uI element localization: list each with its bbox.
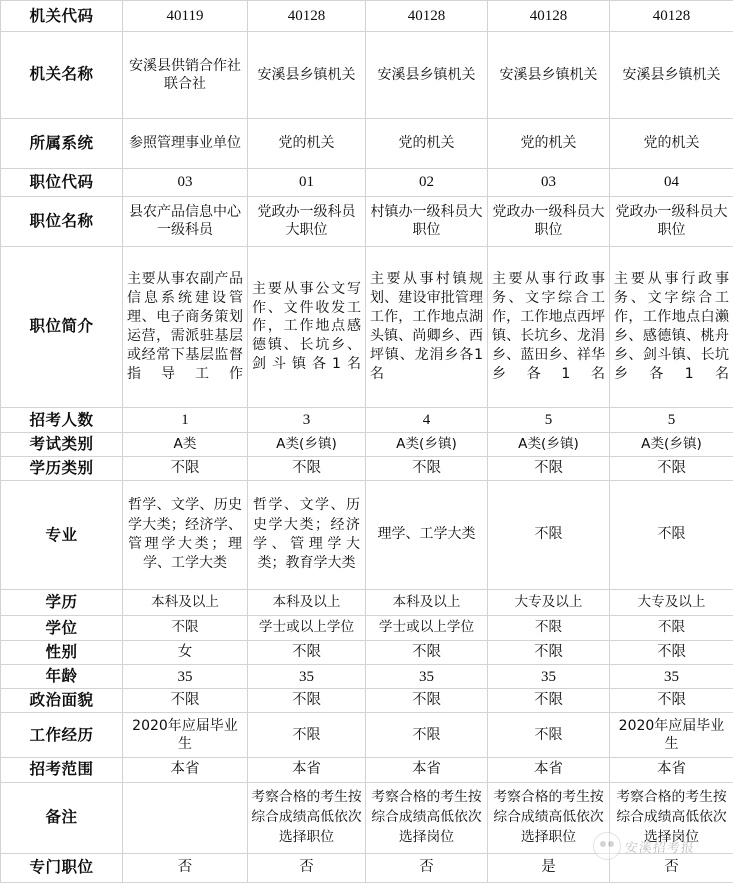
row-label-position-name: 职位名称 [1,196,123,246]
table-row-age [1,665,733,689]
cell-political-status-5: 不限 [610,689,733,713]
table-row-political-status [1,689,733,713]
row-label-gender: 性别 [1,641,123,665]
cell-position-name-1: 县农产品信息中心一级科员 [123,196,248,246]
table-row-headcount [1,408,733,433]
cell-education-1: 本科及以上 [123,590,248,616]
cell-age-2: 35 [248,665,366,689]
cell-degree-3: 学士或以上学位 [366,616,488,641]
cell-remarks-2: 考察合格的考生按综合成绩高低依次选择职位 [248,782,366,853]
row-label-agency-code: 机关代码 [1,1,123,32]
cell-political-status-4: 不限 [488,689,610,713]
row-label-major: 专业 [1,480,123,589]
table-row-education [1,590,733,616]
cell-position-code-5: 04 [610,168,733,196]
cell-exam-type-3: A类(乡镇) [366,433,488,457]
cell-position-name-3: 村镇办一级科员大职位 [366,196,488,246]
row-label-special-position: 专门职位 [1,853,123,882]
cell-position-desc-5: 主要从事行政事务、文字综合工作，工作地点白濑乡、感德镇、桃舟乡、剑斗镇、长坑乡各1名 [610,246,733,407]
cell-position-name-2: 党政办一级科员大职位 [248,196,366,246]
table-row-agency-code [1,1,733,32]
table-row-agency-name [1,32,733,118]
cell-position-desc-2: 主要从事公文写作、文件收发工作，工作地点感德镇、长坑乡、剑斗镇各1名 [248,246,366,407]
cell-remarks-4: 考察合格的考生按综合成绩高低依次选择职位 [488,782,610,853]
cell-system-5: 党的机关 [610,118,733,168]
table-row-education-type [1,457,733,481]
cell-position-desc-4: 主要从事行政事务、文字综合工作，工作地点西坪镇、长坑乡、龙涓乡、蓝田乡、祥华乡各1名 [488,246,610,407]
cell-gender-4: 不限 [488,641,610,665]
table-row-degree [1,616,733,641]
cell-education-type-3: 不限 [366,457,488,481]
cell-special-position-2: 否 [248,853,366,882]
cell-special-position-3: 否 [366,853,488,882]
cell-education-type-2: 不限 [248,457,366,481]
row-label-position-code: 职位代码 [1,168,123,196]
watermark-text: 安溪招考报 [624,840,696,856]
cell-age-3: 35 [366,665,488,689]
cell-major-5: 不限 [610,480,733,589]
cell-work-experience-5: 2020年应届毕业生 [610,713,733,758]
table-row-remarks [1,782,733,853]
cell-position-code-3: 02 [366,168,488,196]
cell-headcount-1: 1 [123,408,248,433]
cell-education-5: 大专及以上 [610,590,733,616]
cell-education-type-5: 不限 [610,457,733,481]
cell-remarks-1 [123,782,248,853]
row-label-work-experience: 工作经历 [1,713,123,758]
cell-position-code-1: 03 [123,168,248,196]
cell-system-4: 党的机关 [488,118,610,168]
row-label-education: 学历 [1,590,123,616]
cell-political-status-2: 不限 [248,689,366,713]
cell-education-4: 大专及以上 [488,590,610,616]
cell-exam-type-5: A类(乡镇) [610,433,733,457]
cell-position-code-2: 01 [248,168,366,196]
cell-agency-code-5: 40128 [610,1,733,32]
cell-political-status-1: 不限 [123,689,248,713]
cell-education-type-4: 不限 [488,457,610,481]
cell-system-3: 党的机关 [366,118,488,168]
cell-system-1: 参照管理事业单位 [123,118,248,168]
cell-agency-name-4: 安溪县乡镇机关 [488,32,610,118]
cell-position-desc-1: 主要从事农副产品信息系统建设管理、电子商务策划运营，需派驻基层或经常下基层监督指导工作 [123,246,248,407]
cell-degree-1: 不限 [123,616,248,641]
cell-position-name-4: 党政办一级科员大职位 [488,196,610,246]
cell-agency-name-2: 安溪县乡镇机关 [248,32,366,118]
cell-work-experience-4: 不限 [488,713,610,758]
cell-political-status-3: 不限 [366,689,488,713]
table-row-system [1,118,733,168]
row-label-recruit-scope: 招考范围 [1,757,123,782]
row-label-agency-name: 机关名称 [1,32,123,118]
cell-position-name-5: 党政办一级科员大职位 [610,196,733,246]
cell-special-position-5: 否 [610,853,733,882]
row-label-headcount: 招考人数 [1,408,123,433]
cell-headcount-3: 4 [366,408,488,433]
cell-work-experience-3: 不限 [366,713,488,758]
table-row-gender [1,641,733,665]
cell-degree-2: 学士或以上学位 [248,616,366,641]
row-label-exam-type: 考试类别 [1,433,123,457]
row-label-remarks: 备注 [1,782,123,853]
cell-recruit-scope-2: 本省 [248,757,366,782]
table-row-recruit-scope [1,757,733,782]
row-label-political-status: 政治面貌 [1,689,123,713]
cell-degree-4: 不限 [488,616,610,641]
cell-education-3: 本科及以上 [366,590,488,616]
cell-agency-code-3: 40128 [366,1,488,32]
cell-exam-type-1: A类 [123,433,248,457]
cell-position-desc-3: 主要从事村镇规划、建设审批管理工作，工作地点湖头镇、尚卿乡、西坪镇、龙涓乡各1名 [366,246,488,407]
cell-agency-name-5: 安溪县乡镇机关 [610,32,733,118]
cell-agency-code-2: 40128 [248,1,366,32]
cell-education-type-1: 不限 [123,457,248,481]
cell-recruit-scope-1: 本省 [123,757,248,782]
row-label-position-desc: 职位简介 [1,246,123,407]
cell-gender-3: 不限 [366,641,488,665]
cell-system-2: 党的机关 [248,118,366,168]
table-row-exam-type [1,433,733,457]
cell-age-5: 35 [610,665,733,689]
cell-gender-5: 不限 [610,641,733,665]
cell-major-4: 不限 [488,480,610,589]
cell-work-experience-1: 2020年应届毕业生 [123,713,248,758]
cell-recruit-scope-5: 本省 [610,757,733,782]
cell-work-experience-2: 不限 [248,713,366,758]
cell-age-1: 35 [123,665,248,689]
row-label-education-type: 学历类别 [1,457,123,481]
table-row-work-experience [1,713,733,758]
cell-degree-5: 不限 [610,616,733,641]
cell-major-1: 哲学、文学、历史学大类；经济学、管理学大类；理学、工学大类 [123,480,248,589]
cell-gender-1: 女 [123,641,248,665]
cell-gender-2: 不限 [248,641,366,665]
cell-headcount-4: 5 [488,408,610,433]
cell-education-2: 本科及以上 [248,590,366,616]
row-label-system: 所属系统 [1,118,123,168]
cell-major-2: 哲学、文学、历史学大类；经济学、管理学大类；教育学大类 [248,480,366,589]
cell-agency-name-3: 安溪县乡镇机关 [366,32,488,118]
cell-exam-type-4: A类(乡镇) [488,433,610,457]
table-row-position-name [1,196,733,246]
table-row-position-code [1,168,733,196]
cell-agency-code-4: 40128 [488,1,610,32]
cell-remarks-3: 考察合格的考生按综合成绩高低依次选择岗位 [366,782,488,853]
cell-special-position-1: 否 [123,853,248,882]
cell-remarks-5: 考察合格的考生按综合成绩高低依次选择岗位 [610,782,733,853]
row-label-degree: 学位 [1,616,123,641]
cell-headcount-5: 5 [610,408,733,433]
cell-special-position-4: 是 [488,853,610,882]
table-row-position-desc [1,246,733,407]
cell-headcount-2: 3 [248,408,366,433]
cell-age-4: 35 [488,665,610,689]
table-row-special-position [1,853,733,882]
table-row-major [1,480,733,589]
cell-exam-type-2: A类(乡镇) [248,433,366,457]
row-label-age: 年龄 [1,665,123,689]
cell-recruit-scope-4: 本省 [488,757,610,782]
cell-major-3: 理学、工学大类 [366,480,488,589]
cell-agency-code-1: 40119 [123,1,248,32]
cell-agency-name-1: 安溪县供销合作社联合社 [123,32,248,118]
cell-position-code-4: 03 [488,168,610,196]
cell-recruit-scope-3: 本省 [366,757,488,782]
